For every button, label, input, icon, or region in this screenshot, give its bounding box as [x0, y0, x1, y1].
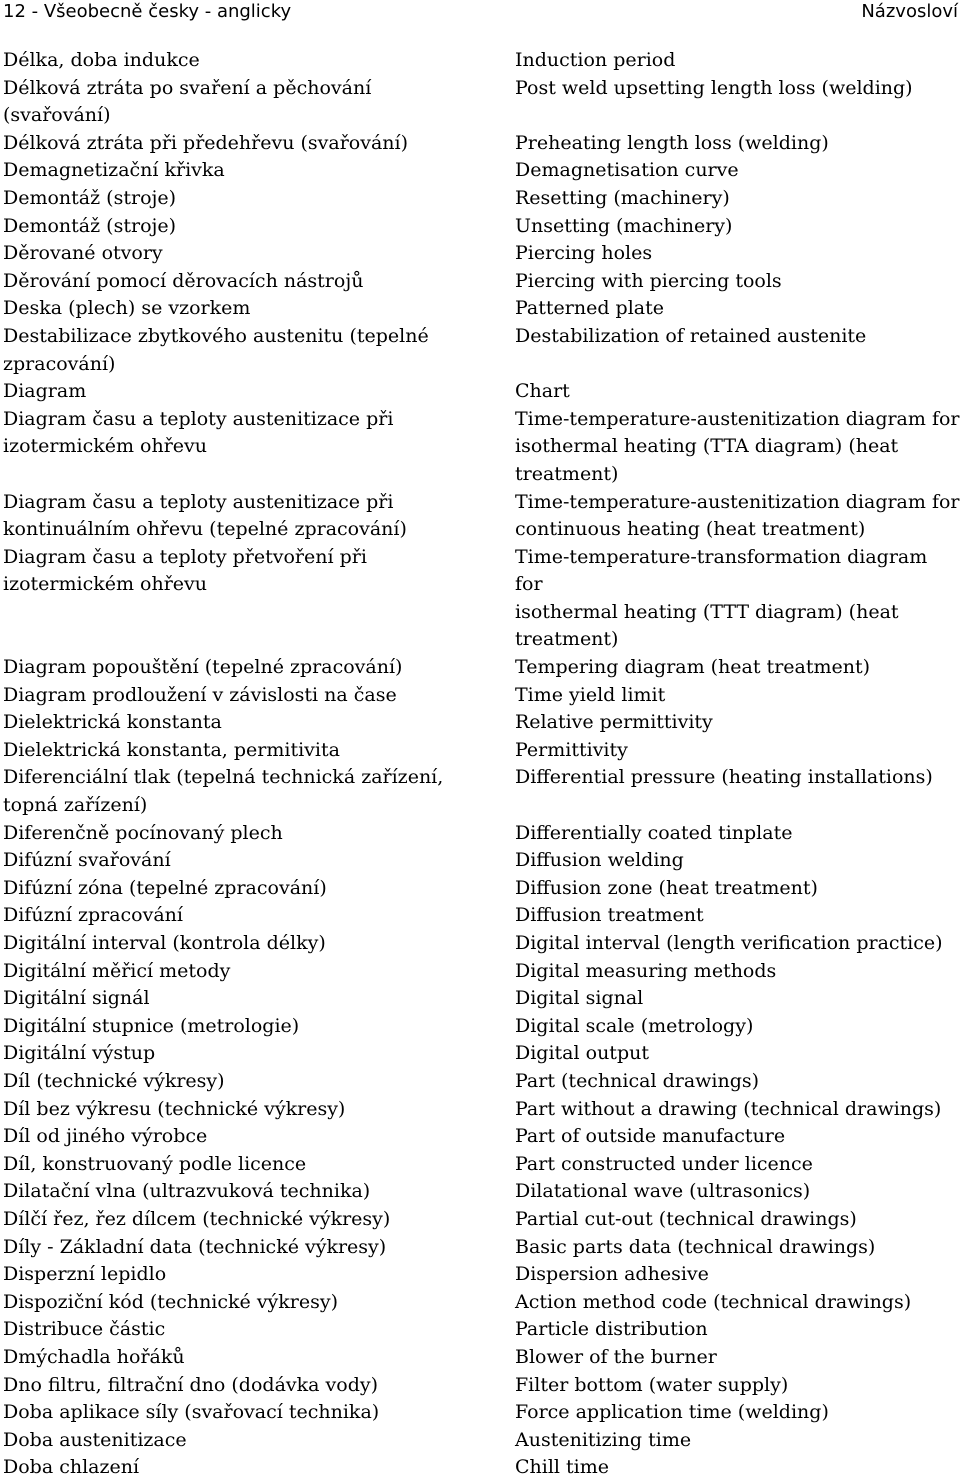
czech-term: Dmýchadla hořáků	[3, 1345, 185, 1368]
english-term: Filter bottom (water supply)	[515, 1373, 789, 1396]
glossary-row	[0, 295, 960, 323]
czech-term: Demagnetizační křivka	[3, 159, 225, 182]
czech-term: Distribuce částic	[3, 1318, 166, 1341]
glossary-row	[0, 1399, 960, 1427]
czech-term: Díl (technické výkresy)	[3, 1069, 225, 1092]
czech-term: Difúzní svařování	[3, 849, 171, 872]
english-term: Force application time (welding)	[515, 1401, 829, 1424]
glossary-row	[0, 213, 960, 241]
glossary-row	[0, 1427, 960, 1455]
glossary-row	[0, 1372, 960, 1400]
czech-term: Diagram prodloužení v závislosti na čase	[3, 683, 397, 706]
english-term: Austenitizing time	[515, 1428, 692, 1451]
glossary-row	[0, 847, 960, 875]
czech-term: Diferenciální tlak (tepelná technická zařízení, topná zařízení)	[3, 766, 444, 817]
glossary-row	[0, 737, 960, 765]
english-term: Dispersion adhesive	[515, 1263, 709, 1286]
english-term: Piercing holes	[515, 242, 653, 265]
glossary-row	[0, 764, 960, 819]
glossary-row	[0, 1289, 960, 1317]
english-term: Digital measuring methods	[515, 959, 777, 982]
english-term: Demagnetisation curve	[515, 159, 739, 182]
glossary-row	[0, 985, 960, 1013]
english-term: Digital interval (length verification practice)	[515, 932, 943, 954]
glossary-row	[0, 240, 960, 268]
glossary-row	[0, 682, 960, 710]
english-term: Relative permittivity	[515, 711, 713, 734]
english-term: Blower of the burner	[515, 1345, 717, 1368]
glossary-row	[0, 130, 960, 158]
english-term: Patterned plate	[515, 297, 664, 320]
header-section-title: 12 - Všeobecně česky - anglicky	[3, 1, 292, 22]
page-header	[0, 0, 960, 24]
czech-term: Doba chlazení	[3, 1456, 140, 1479]
glossary-row	[0, 544, 960, 654]
english-term: Time yield limit	[515, 683, 666, 706]
glossary-row	[0, 1344, 960, 1372]
english-term: Time-temperature-transformation diagram for isothermal heating (TTT diagram) (heat treatment)	[515, 545, 928, 651]
glossary-row	[0, 47, 960, 75]
czech-term: Děrování pomocí děrovacích nástrojů	[3, 269, 364, 292]
glossary-row	[0, 875, 960, 903]
glossary-row	[0, 1096, 960, 1124]
glossary-row	[0, 1234, 960, 1262]
glossary-row	[0, 958, 960, 986]
czech-term: Délka, doba indukce	[3, 49, 200, 71]
czech-term: Diagram času a teploty austenitizace při izotermickém ohřevu	[3, 407, 394, 458]
czech-term: Disperzní lepidlo	[3, 1263, 167, 1286]
czech-term: Demontáž (stroje)	[3, 186, 177, 209]
czech-term: Dielektrická konstanta, permitivita	[3, 738, 340, 761]
english-term: Digital scale (metrology)	[515, 1014, 754, 1037]
czech-term: Difúzní zóna (tepelné zpracování)	[3, 876, 327, 899]
czech-term: Diagram popouštění (tepelné zpracování)	[3, 656, 403, 679]
czech-term: Demontáž (stroje)	[3, 214, 177, 237]
czech-term: Dno filtru, filtrační dno (dodávka vody)	[3, 1373, 378, 1396]
czech-term: Difúzní zpracování	[3, 904, 183, 927]
glossary-table	[0, 47, 960, 1482]
english-term: Preheating length loss (welding)	[515, 131, 829, 154]
czech-term: Deska (plech) se vzorkem	[3, 297, 251, 320]
czech-term: Délková ztráta při předehřevu (svařování)	[3, 131, 409, 154]
english-term: Permittivity	[515, 738, 628, 761]
glossary-row	[0, 902, 960, 930]
english-term: Part constructed under licence	[515, 1152, 813, 1175]
english-term: Digital output	[515, 1042, 649, 1065]
english-term: Chart	[515, 380, 570, 403]
glossary-row	[0, 1454, 960, 1482]
czech-term: Digitální signál	[3, 987, 150, 1010]
glossary-row	[0, 489, 960, 544]
czech-term: Dispoziční kód (technické výkresy)	[3, 1290, 339, 1313]
english-term: Destabilization of retained austenite	[515, 324, 867, 347]
english-term: Part (technical drawings)	[515, 1069, 760, 1092]
english-term: Diffusion welding	[515, 849, 684, 872]
glossary-row	[0, 1151, 960, 1179]
glossary-row	[0, 1206, 960, 1234]
czech-term: Doba austenitizace	[3, 1428, 187, 1451]
czech-term: Dielektrická konstanta	[3, 711, 222, 734]
glossary-row	[0, 820, 960, 848]
english-term: Unsetting (machinery)	[515, 214, 733, 237]
glossary-row	[0, 157, 960, 185]
glossary-row	[0, 654, 960, 682]
czech-term: Díl od jiného výrobce	[3, 1125, 208, 1148]
glossary-row	[0, 1316, 960, 1344]
czech-term: Dilatační vlna (ultrazvuková technika)	[3, 1180, 371, 1203]
glossary-row	[0, 268, 960, 296]
english-term: Diffusion zone (heat treatment)	[515, 876, 818, 899]
glossary-row	[0, 75, 960, 130]
glossary-row	[0, 1261, 960, 1289]
glossary-row	[0, 1013, 960, 1041]
glossary-row	[0, 378, 960, 406]
czech-term: Dílčí řez, řez dílcem (technické výkresy)	[3, 1207, 391, 1230]
english-term: Post weld upsetting length loss (welding)	[515, 76, 913, 99]
czech-term: Destabilizace zbytkového austenitu (tepelné zpracování)	[3, 324, 429, 375]
czech-term: Digitální interval (kontrola délky)	[3, 932, 326, 954]
english-term: Time-temperature-austenitization diagram for isothermal heating (TTA diagram) (heat treatment)	[515, 407, 960, 485]
glossary-row	[0, 1040, 960, 1068]
english-term: Differential pressure (heating installations)	[515, 766, 933, 789]
glossary-row	[0, 709, 960, 737]
english-term: Particle distribution	[515, 1318, 708, 1341]
english-term: Differentially coated tinplate	[515, 821, 793, 844]
czech-term: Díl, konstruovaný podle licence	[3, 1152, 307, 1175]
czech-term: Děrované otvory	[3, 242, 163, 265]
czech-term: Diagram času a teploty přetvoření při izotermickém ohřevu	[3, 545, 367, 596]
czech-term: Diagram času a teploty austenitizace při kontinuálním ohřevu (tepelné zpracování)	[3, 490, 407, 541]
english-term: Piercing with piercing tools	[515, 269, 782, 292]
glossary-row	[0, 1068, 960, 1096]
english-term: Induction period	[515, 49, 676, 71]
czech-term: Díly - Základní data (technické výkresy)	[3, 1235, 387, 1258]
header-chapter-title: Názvosloví	[861, 1, 958, 22]
english-term: Chill time	[515, 1456, 610, 1479]
czech-term: Doba aplikace síly (svařovací technika)	[3, 1401, 380, 1424]
czech-term: Diagram	[3, 380, 87, 403]
czech-term: Digitální stupnice (metrologie)	[3, 1014, 300, 1037]
english-term: Digital signal	[515, 987, 644, 1010]
glossary-row	[0, 1123, 960, 1151]
czech-term: Diferenčně pocínovaný plech	[3, 821, 283, 844]
glossary-row	[0, 406, 960, 489]
czech-term: Digitální měřicí metody	[3, 959, 231, 982]
english-term: Tempering diagram (heat treatment)	[515, 656, 871, 679]
czech-term: Délková ztráta po svaření a pěchování (svařování)	[3, 76, 372, 127]
english-term: Partial cut-out (technical drawings)	[515, 1207, 857, 1230]
english-term: Action method code (technical drawings)	[515, 1290, 912, 1313]
english-term: Time-temperature-austenitization diagram for continuous heating (heat treatment)	[515, 490, 960, 541]
glossary-row	[0, 930, 960, 958]
english-term: Diffusion treatment	[515, 904, 704, 927]
czech-term: Díl bez výkresu (technické výkresy)	[3, 1097, 346, 1120]
english-term: Part without a drawing (technical drawings)	[515, 1097, 942, 1120]
glossary-row	[0, 1178, 960, 1206]
english-term: Basic parts data (technical drawings)	[515, 1235, 876, 1258]
english-term: Resetting (machinery)	[515, 186, 730, 209]
english-term: Part of outside manufacture	[515, 1125, 786, 1148]
glossary-row	[0, 185, 960, 213]
czech-term: Digitální výstup	[3, 1042, 156, 1065]
glossary-row	[0, 323, 960, 378]
english-term: Dilatational wave (ultrasonics)	[515, 1180, 811, 1203]
